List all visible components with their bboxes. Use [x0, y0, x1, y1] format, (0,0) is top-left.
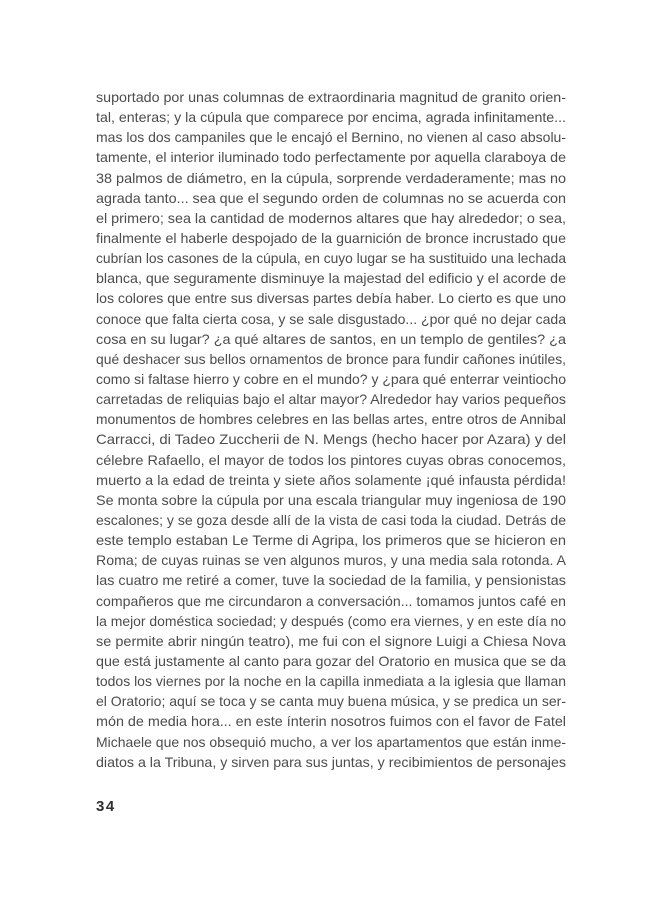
- text-line: [96, 551, 566, 571]
- text-line-content: tal, enteras; y la cúpula que comparece por encima, agrada infinitamente...: [96, 110, 566, 126]
- text-line: [96, 128, 566, 148]
- text-line-content: Carracci, di Tadeo Zuccherii de N. Mengs (hecho hacer por Azara) y del: [96, 432, 566, 448]
- text-line: [96, 692, 566, 712]
- text-line-content: diatos a la Tribuna, y sirven para sus juntas, y recibimientos de personajes: [96, 754, 566, 770]
- text-line-content: tamente, el interior iluminado todo perfectamente por aquella claraboya de: [96, 150, 566, 166]
- text-line-content: este templo estaban Le Terme di Agripa, los primeros que se hicieron en: [96, 533, 566, 549]
- page-number: 34: [96, 798, 116, 815]
- text-line: [96, 410, 566, 430]
- text-line-content: cosa en su lugar? ¿a qué altares de santos, en un templo de gentiles? ¿a: [96, 331, 566, 347]
- text-line: [96, 612, 566, 632]
- text-line: [96, 249, 566, 269]
- text-line: [96, 88, 566, 108]
- text-line: [96, 652, 566, 672]
- text-line-content: la mejor doméstica sociedad; y después (como era viernes, y en este día no: [96, 613, 566, 629]
- text-line: [96, 148, 566, 168]
- text-line: [96, 209, 566, 229]
- text-line: [96, 451, 566, 471]
- text-line: [96, 390, 566, 410]
- text-line-content: Roma; de cuyas ruinas se ven algunos muros, y una media sala rotonda. A: [96, 553, 566, 569]
- text-line-content: muerto a la edad de treinta y siete años solamente ¡qué infausta pérdida!: [96, 472, 566, 488]
- text-line: [96, 471, 566, 491]
- text-block: [96, 88, 566, 773]
- text-line-content: suportado por unas columnas de extraordinaria magnitud de granito orien-: [96, 90, 566, 105]
- text-line-content: conoce que falta cierta cosa, y se sale disgustado... ¿por qué no dejar cada: [96, 311, 566, 327]
- text-line-content: qué deshacer sus bellos ornamentos de bronce para fundir cañones inútiles,: [96, 351, 566, 367]
- text-line-content: agrada tanto... sea que el segundo orden de columnas no se acuerda con: [96, 190, 566, 206]
- text-line-content: el primero; sea la cantidad de modernos altares que hay alrededor; o sea,: [96, 210, 566, 226]
- text-line-content: se permite abrir ningún teatro), me fui con el signore Luigi a Chiesa Nova: [96, 633, 566, 649]
- text-line-content: como si faltase hierro y cobre en el mundo? y ¿para qué enterrar veintiocho: [96, 371, 566, 387]
- text-line-content: que está justamente al canto para gozar del Oratorio en musica que se da: [96, 653, 566, 669]
- text-line-content: los colores que entre sus diversas partes debía haber. Lo cierto es que uno: [96, 291, 566, 307]
- text-line: [96, 632, 566, 652]
- text-line-content: escalones; y se goza desde allí de la vista de casi toda la ciudad. Detrás de: [96, 512, 566, 528]
- text-line-content: el Oratorio; aquí se toca y se canta muy buena música, y se predica un ser-: [96, 694, 566, 710]
- text-line-content: cubrían los casones de la cúpula, en cuyo lugar se ha sustituido una lechada: [96, 251, 566, 267]
- text-line: [96, 229, 566, 249]
- text-line: [96, 672, 566, 692]
- text-line: [96, 350, 566, 370]
- text-line: [96, 712, 566, 732]
- text-line: [96, 108, 566, 128]
- text-line-content: carretadas de reliquias bajo el altar mayor? Alrededor hay varios pequeños: [96, 392, 566, 408]
- text-line-content: célebre Rafaello, el mayor de todos los pintores cuyas obras conocemos,: [96, 452, 566, 468]
- text-line: [96, 491, 566, 511]
- text-line: [96, 531, 566, 551]
- text-line: [96, 269, 566, 289]
- text-line-content: finalmente el haberle despojado de la guarnición de bronce incrustado que: [96, 230, 566, 246]
- text-line: [96, 289, 566, 309]
- text-line-content: las cuatro me retiré a comer, tuve la sociedad de la familia, y pensionistas: [96, 573, 566, 589]
- text-line: [96, 571, 566, 591]
- text-line-content: Michaele que nos obsequió mucho, a ver los apartamentos que están inme-: [96, 734, 566, 750]
- text-line: [96, 310, 566, 330]
- text-line: [96, 592, 566, 612]
- text-line: [96, 330, 566, 350]
- text-line-content: 38 palmos de diámetro, en la cúpula, sorprende verdaderamente; mas no: [96, 170, 566, 186]
- text-line-content: monumentos de hombres celebres en las bellas artes, entre otros de Annibal: [96, 412, 566, 428]
- text-line: [96, 733, 566, 753]
- text-line: [96, 169, 566, 189]
- text-line-content: Se monta sobre la cúpula por una escala triangular muy ingeniosa de 190: [96, 492, 566, 508]
- text-line-content: mas los dos campaniles que le encajó el Bernino, no vienen al caso absolu-: [96, 130, 566, 146]
- text-line-content: blanca, que seguramente disminuye la majestad del edificio y el acorde de: [96, 271, 566, 287]
- text-line: [96, 370, 566, 390]
- text-line: [96, 753, 566, 773]
- text-line-content: món de media hora... en este ínterin nosotros fuimos con el favor de Fatel: [96, 714, 566, 730]
- text-line-content: compañeros que me circundaron a conversación... tomamos juntos café en: [96, 593, 566, 609]
- text-line-content: todos los viernes por la noche en la capilla inmediata a la iglesia que llaman: [96, 674, 566, 690]
- text-line: [96, 430, 566, 450]
- text-line: [96, 189, 566, 209]
- text-line: [96, 511, 566, 531]
